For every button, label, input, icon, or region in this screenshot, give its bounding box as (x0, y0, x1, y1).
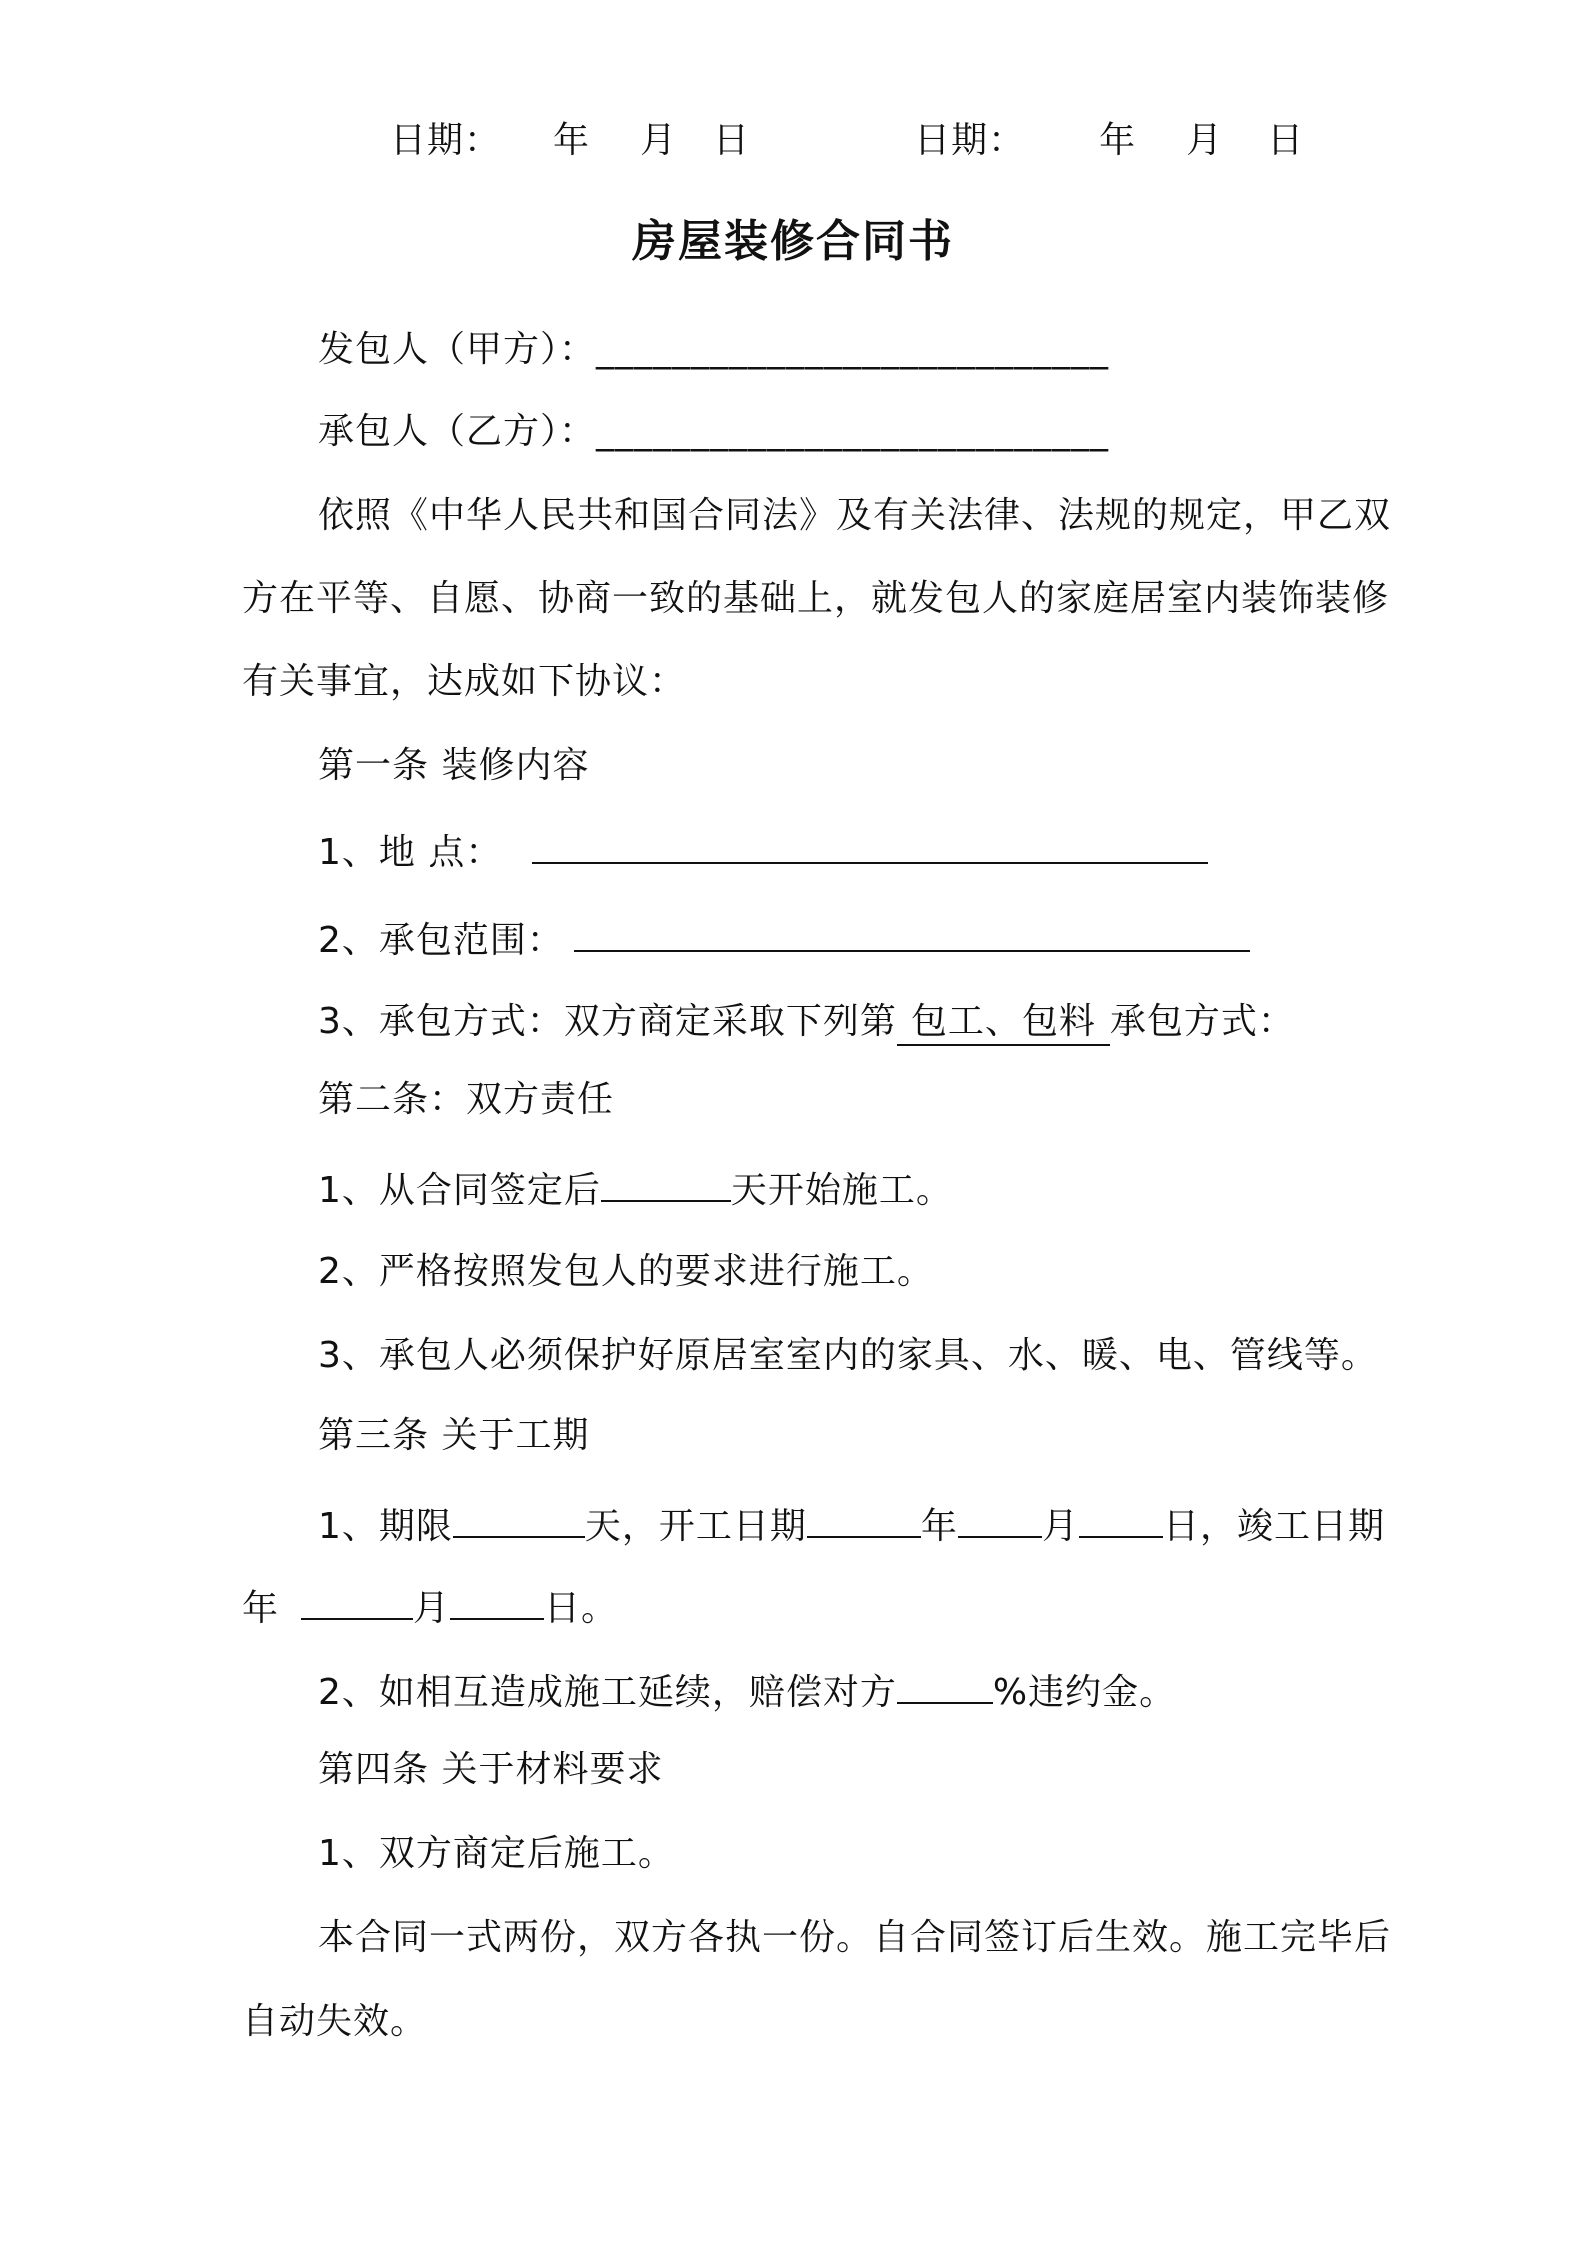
location-label: 1、地 点： (318, 832, 503, 873)
article-4-heading: 第四条 关于材料要求 (318, 1749, 664, 1790)
header-date-row (390, 117, 1304, 165)
start-year-label: 年 (920, 1506, 958, 1547)
method-suffix: 承包方式： (1109, 1001, 1295, 1042)
article-3-item-1-cont (242, 1582, 618, 1633)
article-2-item-3: 3、承包人必须保护好原居室室内的家具、水、暖、电、管线等。 (318, 1335, 1378, 1376)
date-month-1: 月 (640, 120, 678, 161)
start-suffix: 天开始施工。 (730, 1170, 953, 1211)
intro-line-1: 依照《中华人民共和国合同法》及有关法律、法规的规定，甲乙双 (318, 495, 1392, 536)
method-prefix: 3、承包方式：双方商定采取下列第 (318, 1001, 897, 1042)
article-1-heading: 第一条 装修内容 (318, 745, 590, 786)
party-a-label: 发包人（甲方）： (318, 329, 597, 370)
intro-line-2: 方在平等、自愿、协商一致的基础上，就发包人的家庭居室内装饰装修 (242, 578, 1390, 619)
article-2-item-1 (318, 1164, 953, 1215)
penalty-blank (897, 1666, 993, 1704)
penalty-suffix: %违约金。 (992, 1672, 1177, 1713)
location-blank (532, 826, 1208, 864)
date-day-2: 日 (1267, 120, 1305, 161)
date-month-2: 月 (1186, 120, 1224, 161)
party-a-line (318, 326, 1109, 374)
end-date-label: 日，竣工日期 (1162, 1506, 1385, 1547)
document-title: 房屋装修合同书 (632, 216, 954, 267)
article-3-item-2 (318, 1666, 1176, 1717)
period-days-blank (453, 1500, 585, 1538)
end-day-label: 日。 (544, 1588, 619, 1629)
article-4-item-1: 1、双方商定后施工。 (318, 1833, 675, 1874)
end-month-blank (301, 1582, 413, 1620)
scope-blank (574, 914, 1250, 952)
party-b-line (318, 408, 1109, 456)
method-filled: 包工、包料 (897, 1000, 1110, 1046)
date-day-1: 日 (713, 120, 751, 161)
end-month-label: 月 (413, 1588, 451, 1629)
start-prefix: 1、从合同签定后 (318, 1170, 601, 1211)
scope-label: 2、承包范围： (318, 920, 564, 961)
end-day-blank (450, 1582, 544, 1620)
article-1-item-1 (318, 826, 1208, 877)
closing-line-1: 本合同一式两份，双方各执一份。自合同签订后生效。施工完毕后 (318, 1917, 1392, 1958)
party-b-label: 承包人（乙方）： (318, 411, 597, 452)
date-year-1: 年 (553, 120, 591, 161)
start-month-blank (958, 1500, 1042, 1538)
period-start-label: 天，开工日期 (584, 1506, 807, 1547)
date-label-2: 日期： (914, 120, 1026, 161)
intro-line-3: 有关事宜，达成如下协议： (242, 661, 687, 702)
closing-line-2: 自动失效。 (242, 2001, 428, 2042)
article-3-item-1 (318, 1500, 1385, 1551)
article-2-heading: 第二条：双方责任 (318, 1079, 615, 1120)
start-days-blank (601, 1164, 731, 1202)
party-a-blank: ___________________________ (596, 329, 1110, 370)
party-b-blank: ___________________________ (596, 411, 1110, 452)
article-3-heading: 第三条 关于工期 (318, 1415, 590, 1456)
start-day-blank (1079, 1500, 1163, 1538)
penalty-prefix: 2、如相互造成施工延续，赔偿对方 (318, 1672, 897, 1713)
end-year-label: 年 (242, 1588, 280, 1629)
period-prefix: 1、期限 (318, 1506, 453, 1547)
start-month-label: 月 (1041, 1506, 1079, 1547)
article-2-item-2: 2、严格按照发包人的要求进行施工。 (318, 1251, 934, 1292)
article-1-item-2 (318, 914, 1250, 965)
article-1-item-3 (318, 998, 1295, 1046)
date-label-1: 日期： (390, 120, 502, 161)
date-year-2: 年 (1099, 120, 1137, 161)
start-year-blank (807, 1500, 921, 1538)
